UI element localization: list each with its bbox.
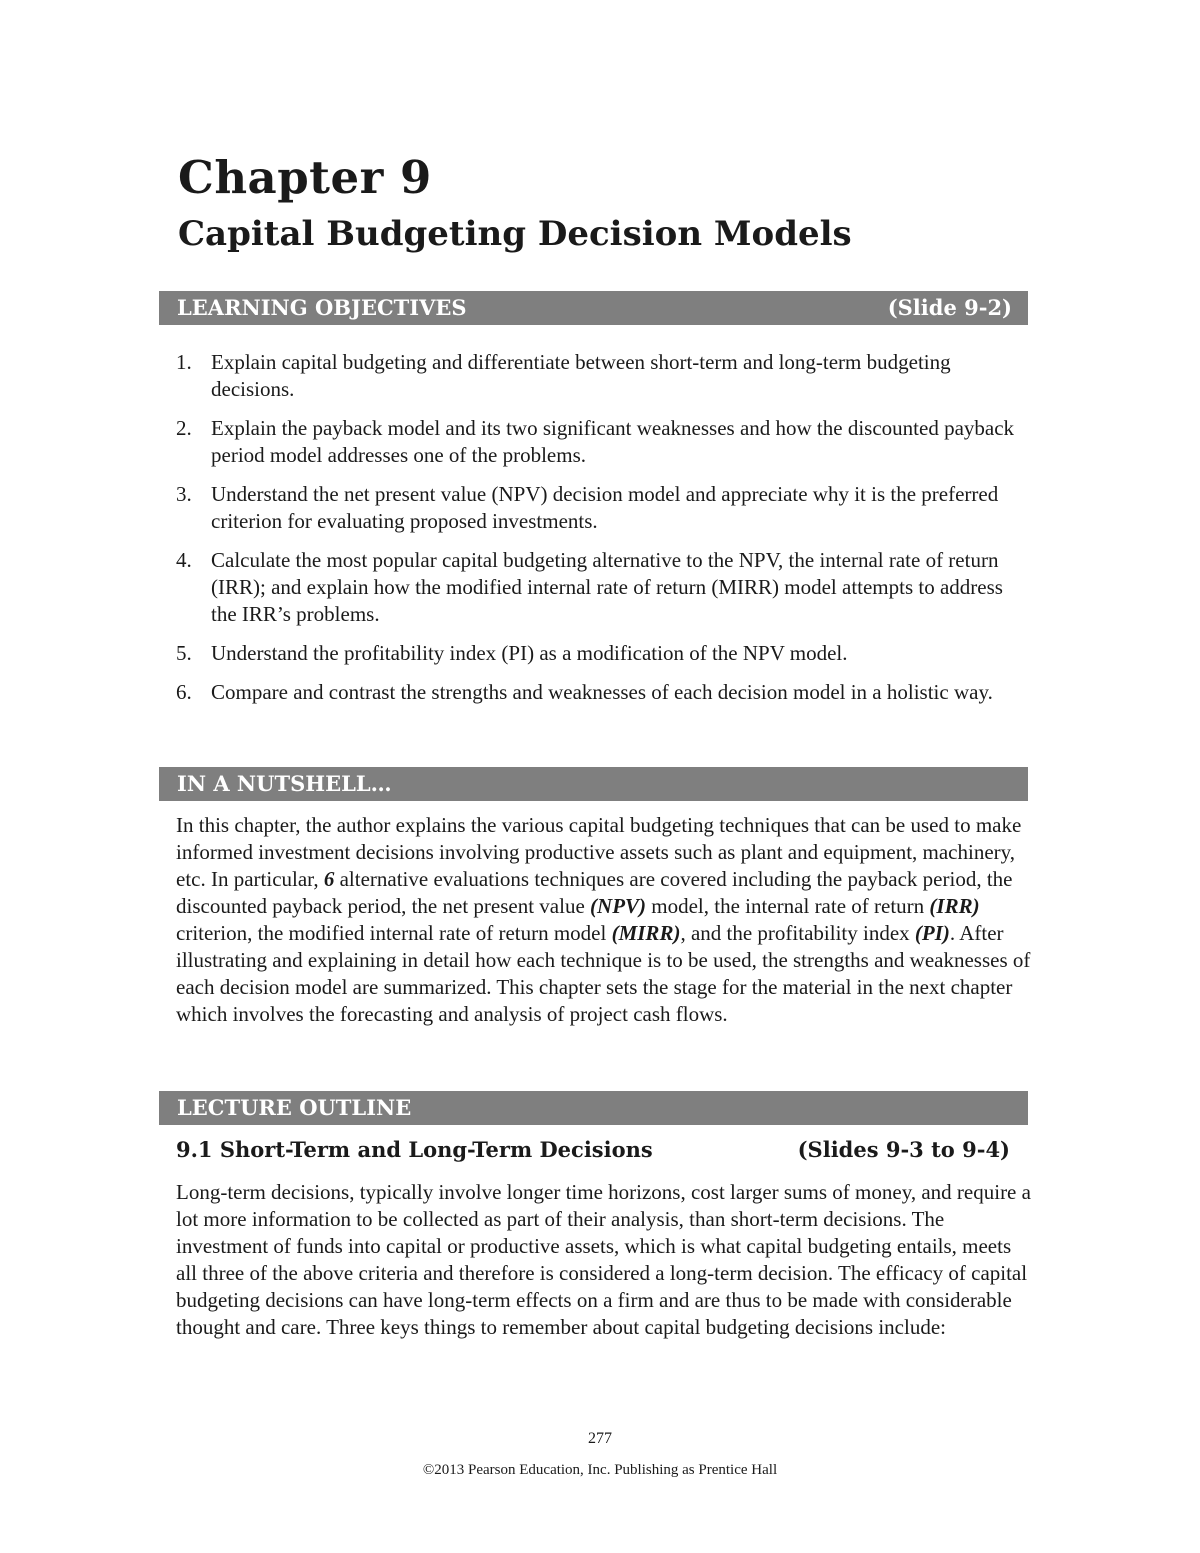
learning-objectives-header (159, 291, 1028, 325)
section-heading (176, 1134, 1010, 1166)
objective-text: Understand the profitability index (PI) as a modification of the NPV model. (211, 641, 848, 665)
chapter-title: Chapter 9 (178, 151, 432, 204)
objective-text: Explain capital budgeting and differentiate between short-term and long-term budgeting decisions. (211, 350, 951, 401)
section-slides-ref: (Slides 9-3 to 9-4) (797, 1137, 1010, 1162)
objective-number: 3. (176, 482, 192, 506)
objective-number: 4. (176, 548, 192, 572)
learning-objectives-heading: LEARNING OBJECTIVES (177, 295, 467, 320)
chapter-subtitle: Capital Budgeting Decision Models (178, 214, 852, 254)
objective-item (176, 640, 1026, 667)
objective-number: 2. (176, 416, 192, 440)
copyright-footer: ©2013 Pearson Education, Inc. Publishing as Prentice Hall (422, 1462, 778, 1478)
nutshell-emphasis: (PI) (914, 921, 950, 945)
section-title: 9.1 Short-Term and Long-Term Decisions (176, 1137, 653, 1162)
objective-text: Understand the net present value (NPV) decision model and appreciate why it is the preferred criterion for evaluating proposed investments. (211, 482, 999, 533)
nutshell-emphasis: (MIRR) (611, 921, 681, 945)
objective-item (176, 415, 1026, 469)
learning-objectives-list (176, 349, 1026, 718)
lecture-outline-header (159, 1091, 1028, 1125)
objective-number: 1. (176, 350, 192, 374)
objective-number: 6. (176, 680, 192, 704)
nutshell-text-segment: model, the internal rate of return (646, 894, 930, 918)
learning-objectives-slide-ref: (Slide 9-2) (887, 295, 1012, 320)
nutshell-header (159, 767, 1028, 801)
nutshell-text-segment: criterion, the modified internal rate of return model (176, 921, 612, 945)
nutshell-text-segment: , and the profitability index (680, 921, 915, 945)
nutshell-emphasis: (NPV) (590, 894, 647, 918)
nutshell-emphasis: 6 (323, 867, 335, 891)
objective-item (176, 547, 1026, 628)
objective-number: 5. (176, 641, 192, 665)
nutshell-paragraph (176, 812, 1036, 1028)
nutshell-heading: IN A NUTSHELL… (177, 771, 392, 796)
objective-item (176, 349, 1026, 403)
nutshell-text-segment: alternative evaluations techniques are covered including the payback period, the discounted payback period, the net present value (176, 867, 1013, 918)
nutshell-text-segment: In this chapter, the author explains the various capital budgeting techniques that can be used to make informed investment decisions involving productive assets such as plant and equipment, machinery, etc. In particular, (176, 813, 1022, 891)
objective-item (176, 679, 1026, 706)
lecture-outline-heading: LECTURE OUTLINE (177, 1095, 412, 1120)
objective-text: Explain the payback model and its two significant weaknesses and how the discounted payback period model addresses one of the problems. (211, 416, 1015, 467)
objective-item (176, 481, 1026, 535)
objective-text: Calculate the most popular capital budgeting alternative to the NPV, the internal rate of return (IRR); and explain how the modified internal rate of return (MIRR) model attempts to address the IRR’s problems. (211, 548, 1003, 626)
objective-text: Compare and contrast the strengths and weaknesses of each decision model in a holistic way. (211, 680, 993, 704)
section-paragraph: Long-term decisions, typically involve longer time horizons, cost larger sums of money, and require a lot more information to be collected as part of their analysis, than short-term decisions. The investment of funds into capital or productive assets, which is what capital budgeting entails, meets all three of the above criteria and therefore is considered a long-term decision. The efficacy of capital budgeting decisions can have long-term effects on a firm and are thus to be made with considerable thought and care. Three keys things to remember about capital budgeting decisions include: (176, 1180, 1031, 1339)
nutshell-text-segment: . After illustrating and explaining in detail how each technique is to be used, the strengths and weaknesses of each decision model are summarized. This chapter sets the stage for the material in the next chapter which involves the forecasting and analysis of project cash flows. (176, 921, 1031, 1026)
nutshell-emphasis: (IRR) (929, 894, 980, 918)
page-number: 277 (588, 1430, 612, 1447)
